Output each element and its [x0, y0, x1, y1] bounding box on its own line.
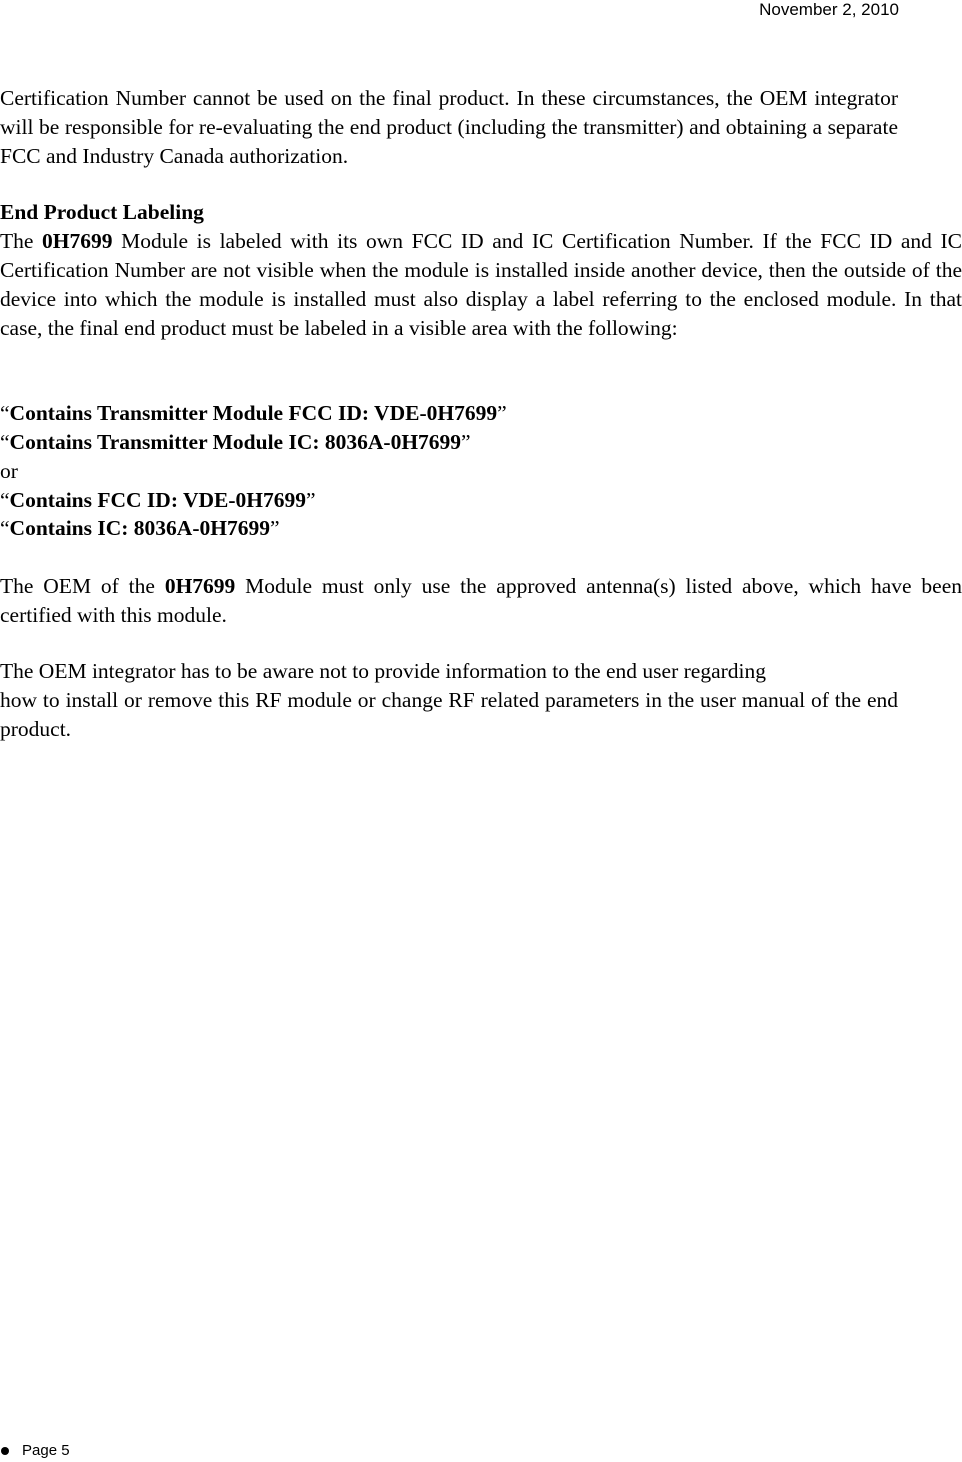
label-line-fcc: “Contains FCC ID: VDE-0H7699”: [0, 488, 316, 512]
label-line-fcc-module: “Contains Transmitter Module FCC ID: VDE-0H7699”: [0, 401, 507, 425]
labeling-paragraph: [0, 227, 962, 343]
integrator-paragraph-rest: how to install or remove this RF module or change RF related parameters in the user manual of the end product.: [0, 688, 898, 741]
label-or-separator: or: [0, 459, 18, 483]
page-number: Page 5: [22, 1442, 70, 1459]
labeling-text-start: The: [0, 229, 43, 253]
labeling-text-rest: Module is labeled with its own FCC ID and IC Certification Number. If the FCC ID and IC Certification Number are not visible when the module is installed inside another device, then the outside of the device into which the module is installed must also display a label referring to the enclosed module. In that case, the final end product must be labeled in a visible area with the following:: [0, 229, 962, 340]
header-date: November 2, 2010: [759, 0, 899, 19]
label-line-ic: “Contains IC: 8036A-0H7699”: [0, 516, 280, 540]
integrator-paragraph-line1: The OEM integrator has to be aware not to provide information to the end user regarding: [0, 659, 767, 683]
module-model-number: 0H7699: [42, 229, 113, 253]
section-heading-end-product-labeling: End Product Labeling: [0, 200, 204, 224]
module-model-number: 0H7699: [164, 574, 236, 598]
label-line-ic-module: “Contains Transmitter Module IC: 8036A-0H7699”: [0, 430, 471, 454]
intro-paragraph: Certification Number cannot be used on the final product. In these circumstances, the OEM integrator will be responsible for re-evaluating the end product (including the transmitter) and obtaining a separate FCC and Industry Canada authorization.: [0, 86, 898, 168]
antenna-paragraph: The OEM of the 0H7699 Module must only use the approved antenna(s) listed above, which have been certified with this module.: [0, 574, 962, 627]
page-footer: [0, 1440, 70, 1462]
bullet-icon: [1, 1447, 9, 1455]
